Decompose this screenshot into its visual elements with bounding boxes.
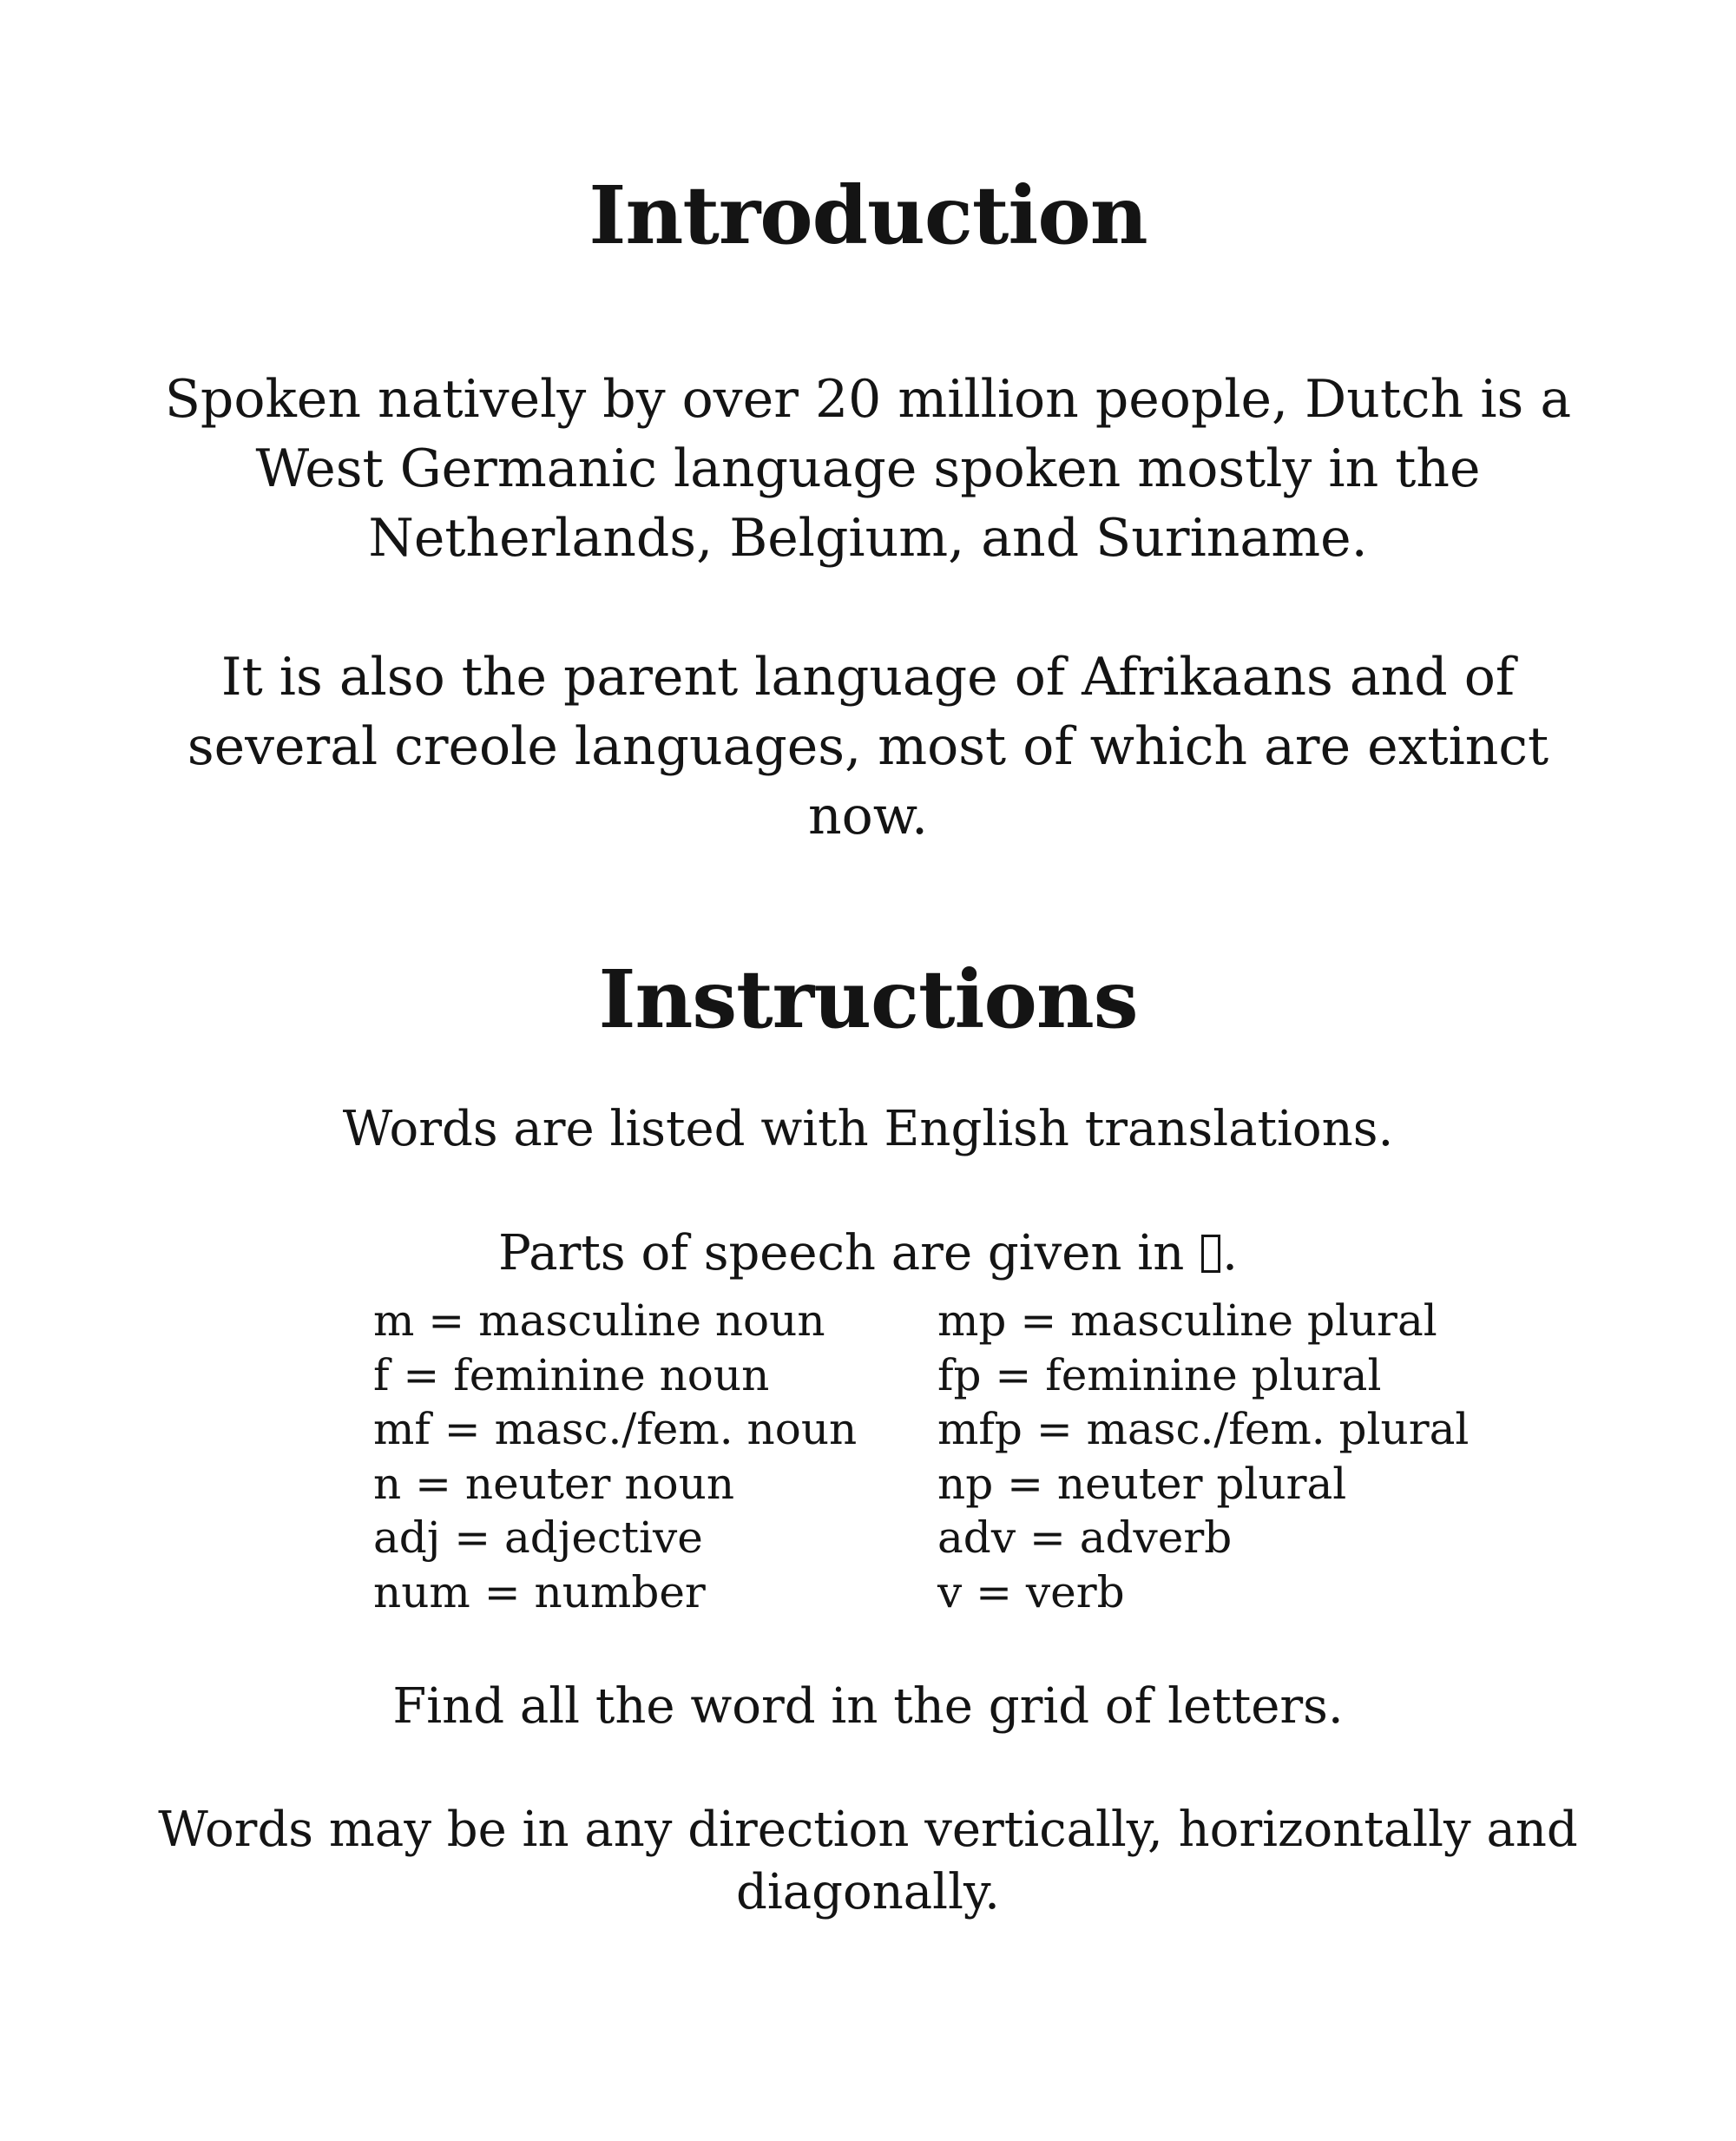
pos-entry: m = masculine noun bbox=[373, 1295, 825, 1346]
paragraph-line: West Germanic language spoken mostly in the bbox=[255, 438, 1481, 499]
introduction-paragraph-2 bbox=[0, 642, 1736, 851]
direction-note bbox=[0, 1799, 1736, 1924]
pos-entry: adv = adverb bbox=[937, 1512, 1233, 1563]
find-note bbox=[0, 1676, 1736, 1738]
pos-entry: v = verb bbox=[937, 1566, 1125, 1617]
introduction-heading: Introduction bbox=[589, 168, 1147, 262]
paragraph-line: It is also the parent language of Afrikaans and of bbox=[220, 647, 1516, 708]
parts-of-speech-note bbox=[0, 1222, 1736, 1285]
pos-entry: num = number bbox=[373, 1566, 706, 1617]
pos-entry: f = feminine noun bbox=[373, 1349, 770, 1400]
pos-entry: np = neuter plural bbox=[937, 1458, 1347, 1509]
introduction-paragraph-1 bbox=[0, 365, 1736, 573]
parts-of-speech-table bbox=[373, 1294, 1470, 1619]
paragraph-line: Netherlands, Belgium, and Suriname. bbox=[368, 508, 1368, 569]
pos-entry: mfp = masc./fem. plural bbox=[937, 1404, 1470, 1454]
translations-note bbox=[0, 1098, 1736, 1161]
table-row bbox=[373, 1402, 1470, 1457]
table-row bbox=[373, 1565, 1467, 1620]
table-row bbox=[373, 1457, 1467, 1512]
pos-entry: mp = masculine plural bbox=[937, 1295, 1437, 1346]
instructions-heading: Instructions bbox=[598, 952, 1138, 1046]
translations-note-text: Words are listed with English translations. bbox=[342, 1101, 1394, 1157]
table-row bbox=[373, 1348, 1467, 1403]
find-note-text: Find all the word in the grid of letters. bbox=[392, 1678, 1344, 1735]
direction-note-line: Words may be in any direction vertically, horizontally and bbox=[158, 1802, 1578, 1858]
pos-entry: adj = adjective bbox=[373, 1512, 703, 1563]
table-row bbox=[373, 1511, 1467, 1565]
paragraph-line: several creole languages, most of which are extinct bbox=[187, 716, 1549, 777]
missing-glyph-box-icon bbox=[1201, 1235, 1220, 1273]
direction-note-line: diagonally. bbox=[736, 1864, 1000, 1920]
pos-entry: mf = masc./fem. noun bbox=[373, 1404, 858, 1454]
table-row bbox=[373, 1294, 1467, 1348]
parts-of-speech-note-period: . bbox=[1222, 1225, 1238, 1281]
pos-entry: fp = feminine plural bbox=[937, 1349, 1382, 1400]
parts-of-speech-note-text: Parts of speech are given in bbox=[498, 1225, 1200, 1281]
paragraph-line: now. bbox=[807, 786, 929, 847]
paragraph-line: Spoken natively by over 20 million people, Dutch is a bbox=[164, 369, 1572, 430]
parts-of-speech-note-line bbox=[0, 1222, 1736, 1285]
pos-entry: n = neuter noun bbox=[373, 1458, 735, 1509]
